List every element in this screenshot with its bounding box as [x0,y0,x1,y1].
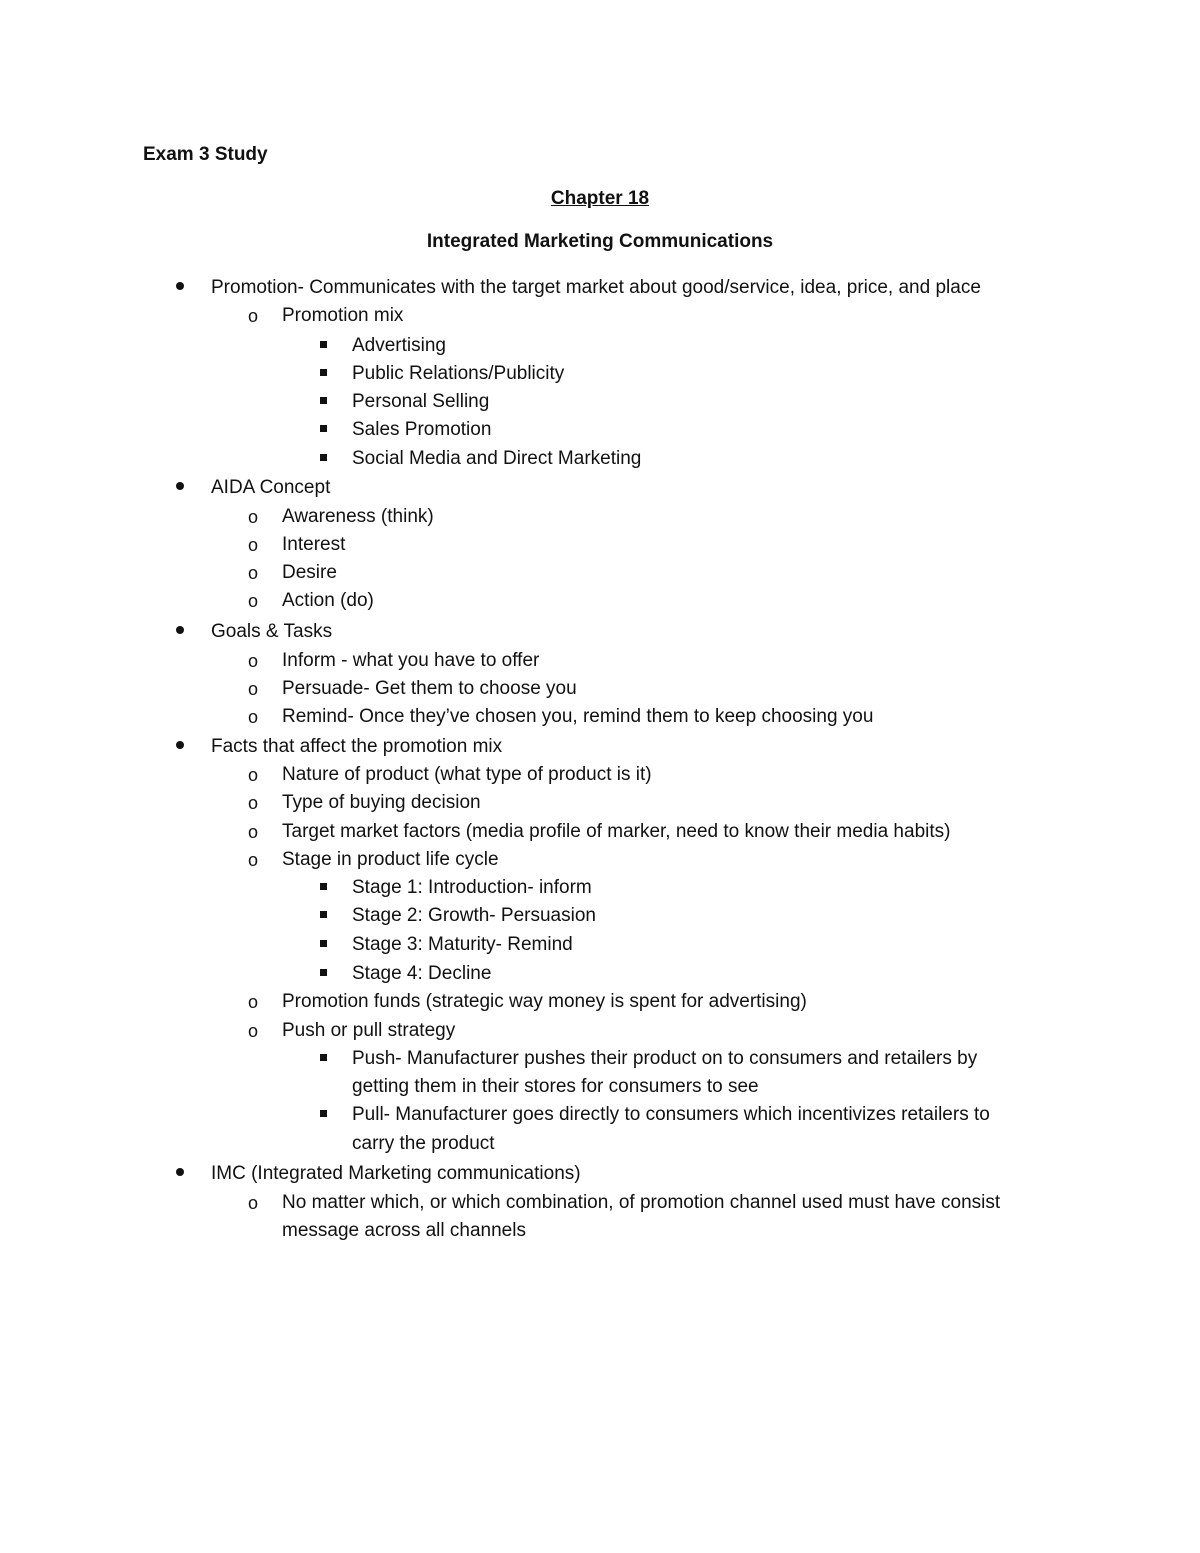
list-item: Push or pull strategy [282,1020,456,1041]
list-item: Remind- Once they’ve chosen you, remind them to keep choosing you [282,706,874,727]
bullet-circle-icon: o [248,651,259,671]
list-item: Type of buying decision [282,792,481,813]
list-item: Sales Promotion [352,419,492,440]
bullet-square-icon [318,332,328,360]
bullet-circle-icon: o [248,765,259,785]
bullet-disc-icon [175,733,185,761]
bullet-circle-icon: o [248,679,259,699]
list-item: Personal Selling [352,391,490,412]
bullet-square-icon [318,902,328,930]
bullet-circle-icon: o [248,850,259,870]
chapter-heading: Chapter 18 [550,188,650,209]
bullet-circle-icon: o [248,1021,259,1041]
list-item: Interest [282,534,346,555]
chapter-subtitle: Integrated Marketing Communications [426,231,774,252]
bullet-circle-icon: o [248,793,259,813]
list-item: Promotion mix [282,305,404,326]
list-item: Stage 3: Maturity- Remind [352,934,573,955]
bullet-circle-icon: o [248,306,259,326]
list-item: Social Media and Direct Marketing [352,448,642,469]
bullet-circle-icon: o [248,591,259,611]
list-item: Action (do) [282,590,374,611]
list-item-continuation: carry the product [352,1133,495,1154]
bullet-square-icon [318,874,328,902]
list-item: Nature of product (what type of product is it) [282,764,652,785]
list-item: Stage 4: Decline [352,963,492,984]
list-item: Persuade- Get them to choose you [282,678,577,699]
list-item: Promotion- Communicates with the target market about good/service, idea, price, and place [211,277,981,298]
list-item: Advertising [352,335,446,356]
bullet-disc-icon [175,474,185,502]
bullet-square-icon [318,931,328,959]
bullet-square-icon [318,388,328,416]
list-item: Stage 2: Growth- Persuasion [352,905,596,926]
bullet-square-icon [318,416,328,444]
list-item: Stage in product life cycle [282,849,499,870]
bullet-circle-icon: o [248,992,259,1012]
list-item: Facts that affect the promotion mix [211,736,503,757]
list-item: Desire [282,562,337,583]
list-item: IMC (Integrated Marketing communications) [211,1163,581,1184]
list-item: Goals & Tasks [211,621,333,642]
bullet-circle-icon: o [248,1193,259,1213]
bullet-circle-icon: o [248,822,259,842]
list-item-continuation: getting them in their stores for consumers to see [352,1076,759,1097]
bullet-disc-icon [175,274,185,302]
list-item-continuation: message across all channels [282,1220,526,1241]
bullet-square-icon [318,1045,328,1073]
list-item: Target market factors (media profile of marker, need to know their media habits) [282,821,951,842]
list-item: Pull- Manufacturer goes directly to consumers which incentivizes retailers to [352,1104,990,1125]
bullet-circle-icon: o [248,707,259,727]
bullet-circle-icon: o [248,563,259,583]
bullet-square-icon [318,960,328,988]
bullet-circle-icon: o [248,507,259,527]
bullet-circle-icon: o [248,535,259,555]
list-item: AIDA Concept [211,477,331,498]
bullet-disc-icon [175,1160,185,1188]
list-item: Awareness (think) [282,506,434,527]
list-item: Public Relations/Publicity [352,363,565,384]
list-item: Stage 1: Introduction- inform [352,877,592,898]
bullet-disc-icon [175,618,185,646]
list-item: Push- Manufacturer pushes their product on to consumers and retailers by [352,1048,978,1069]
bullet-square-icon [318,360,328,388]
bullet-square-icon [318,445,328,473]
list-item: No matter which, or which combination, of promotion channel used must have consist [282,1192,1001,1213]
document-title: Exam 3 Study [143,144,268,165]
list-item: Inform - what you have to offer [282,650,540,671]
bullet-square-icon [318,1101,328,1129]
list-item: Promotion funds (strategic way money is spent for advertising) [282,991,807,1012]
